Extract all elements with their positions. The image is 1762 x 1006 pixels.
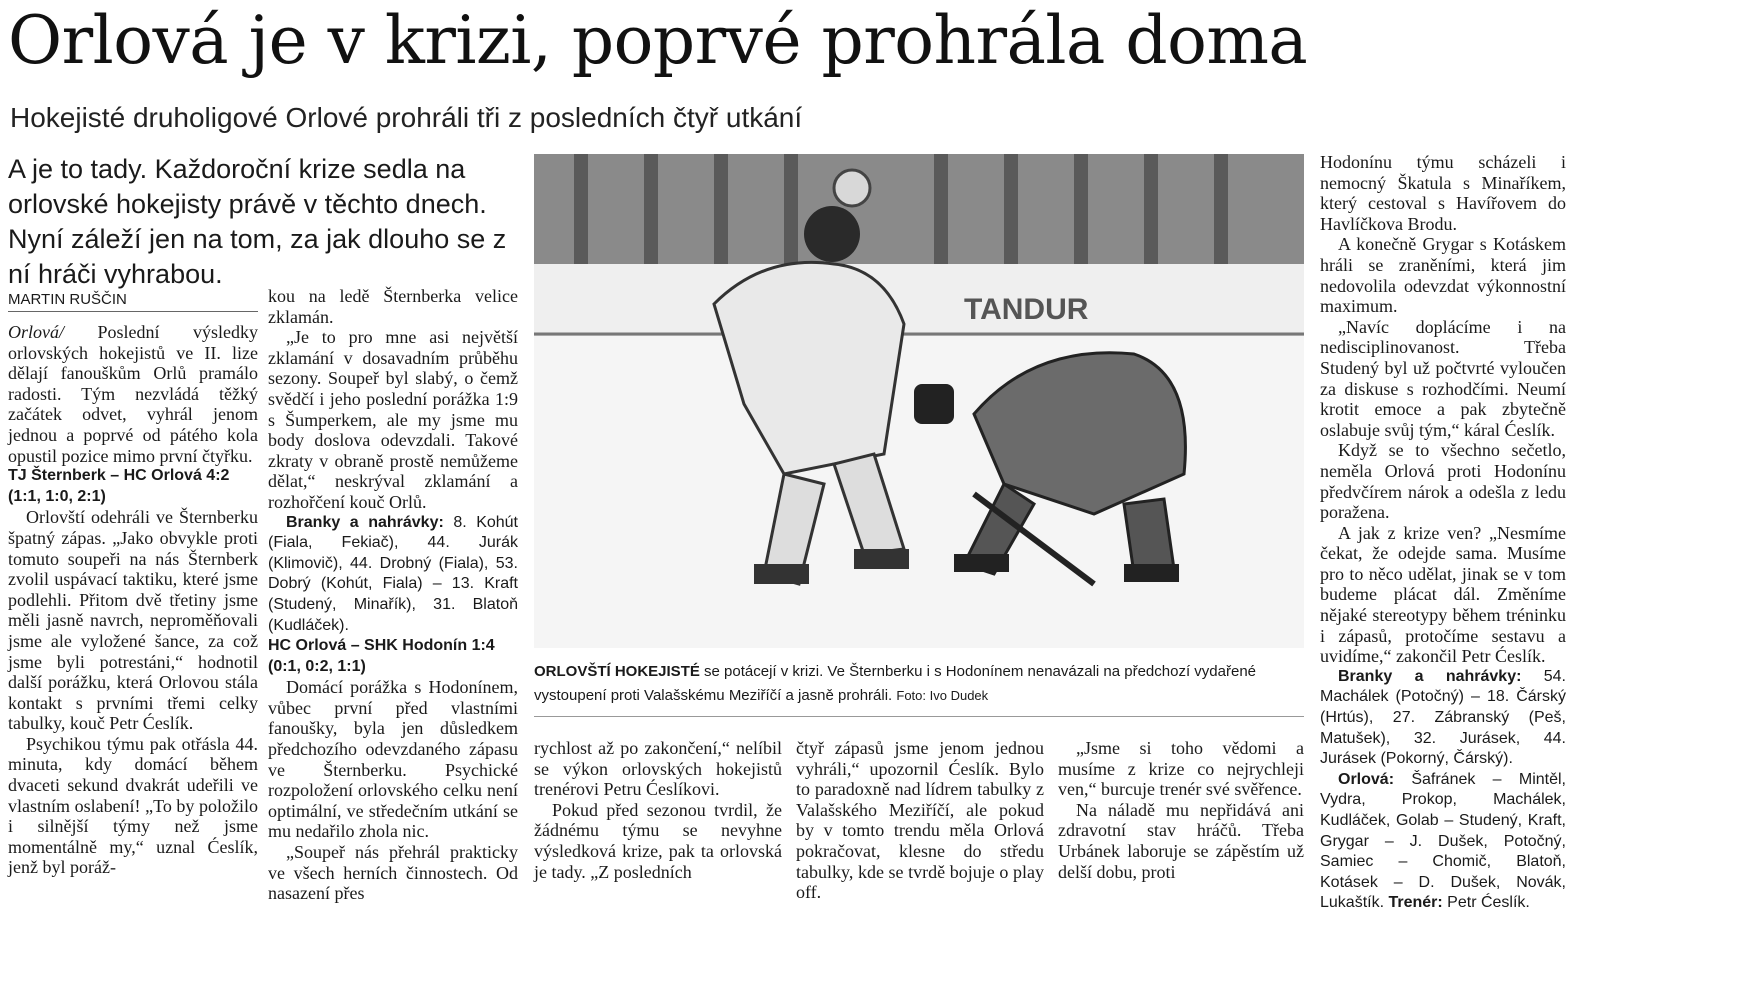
match-title: TJ Šternberk – HC Orlová 4:2: [8, 467, 230, 485]
subheadline: Hokejisté druholigové Orlové prohráli tři z posledních čtyř utkání: [10, 102, 803, 133]
lineup-box: [1320, 770, 1566, 914]
goals-box: [268, 513, 518, 637]
goals-label: Branky a nahrávky:: [1338, 667, 1522, 685]
paragraph: [8, 322, 258, 466]
divider: [534, 716, 1304, 717]
lineup-label: Orlová:: [1338, 770, 1395, 788]
column-5: [1058, 738, 1304, 882]
paragraph: čtyř zápasů jsme jenom jednou vyhráli,“ upozornil Ćeslík. Bylo to paradoxně nad lídrem tabulky z Valašského Meziříčí, ale pokud by v tomto trendu měla Orlová pokračovat, klesne do středu tabulky, kde se tvrdě bojuje o play off.: [796, 738, 1044, 903]
paragraph: Když se to všechno sečetlo, neměla Orlová proti Hodonínu předvčírem nárok a odešla z ledu poražena.: [1320, 440, 1566, 523]
paragraph: rychlost až po zakončení,“ nelíbil se výkon orlovských hokejistů trenérovi Petru Ćeslíkovi.: [534, 738, 782, 800]
paragraph: A konečně Grygar s Kotáskem hráli se zraněními, která jim nedovolila odevzdat výkonnostní maximum.: [1320, 234, 1566, 317]
goals-text: 8. Kohút (Fiala, Fekiač), 44. Jurák (Klimovič), 44. Drobný (Fiala), 53. Dobrý (Kohút, Fiala) – 13. Kraft (Studený, Minařík), 31. Blatoň (Kudláček).: [268, 513, 518, 634]
paragraph-text: Poslední výsledky orlovských hokejistů ve II. lize dělají fanouškům Orlů pramálo radosti. Tým nezvládá těžký začátek odvet, vyhrál jenom jednou a poprvé od pátého kola opustil pozice mimo první čtyřku.: [8, 322, 258, 466]
byline: MARTIN RUŠČIN: [8, 290, 258, 312]
paragraph: Hodonínu týmu scházeli i nemocný Škatula s Minaříkem, který cestoval s Havířovem do Havlíčkova Brodu.: [1320, 152, 1566, 234]
paragraph: Na náladě mu nepřidává ani zdravotní stav hráčů. Třeba Urbánek laboruje se zápěstím už delší dobu, proti: [1058, 799, 1304, 882]
paragraph: Pokud před sezonou tvrdil, že žádnému týmu se nevyhne výsledková krize, pak ta orlovská je tady. „Z posledních: [534, 799, 782, 882]
headline: Orlová je v krizi, poprvé prohrála doma: [8, 2, 1308, 79]
goals-box: [1320, 667, 1566, 770]
column-1: [8, 322, 258, 878]
caption-text: se potácejí v krizi. Ve Šternberku i s Hodonínem nenavázali na předchozí vydařené vystoupení proti Valašskému Meziříčí a jasně prohráli.: [534, 663, 1257, 704]
paragraph: A jak z krize ven? „Nesmíme čekat, že odejde sama. Musíme pro to něco udělat, jinak se v tom budeme plácat dál. Změníme nějaké stereotypy během tréninku i zápasů, protočíme sestavu a uvidíme,“ zakončil Petr Ćeslík.: [1320, 522, 1566, 667]
board-ad-text: TANDUR: [964, 293, 1089, 326]
paragraph: „Je to pro mne asi největší zklamání v dosavadním průběhu sezony. Soupeř byl slabý, o čemž svědčí i jeho poslední porážka 1:9 s Šumperkem, ale my jsme mu body doslova odevzdali. Takové zkraty v obraně prostě nemůžeme dělat,“ neskrýval zklamání a rozhořčení kouč Orlů.: [268, 327, 518, 512]
goals-text: 54. Machálek (Potočný) – 18. Čárský (Hrtús), 27. Zábranský (Peš, Matušek), 32. Jurásek, 44. Jurásek (Pokorný, Čárský).: [1320, 667, 1566, 768]
coach-label: Trenér:: [1388, 894, 1443, 912]
lineup-text: Šafránek – Mintěl, Vydra, Prokop, Machálek, Kudláček, Golab – Studený, Kraft, Grygar – J. Dušek, Potočný, Samiec – Chomič, Blatoň, Kotásek – D. Dušek, Novák, Lukaštík.: [1320, 770, 1566, 912]
match-title: HC Orlová – SHK Hodonín 1:4: [268, 637, 495, 655]
column-3: [534, 738, 782, 882]
hockey-photo: [534, 154, 1304, 648]
match-periods: (0:1, 0:2, 1:1): [268, 657, 366, 675]
match-periods: (1:1, 1:0, 2:1): [8, 487, 106, 505]
rink-boards: [534, 264, 1304, 334]
lede: A je to tady. Každoroční krize sedla na orlovské hokejisty právě v těchto dnech. Nyní záleží jen na tom, za jak dlouho se z ní hráči vyhrabou.: [8, 154, 507, 289]
sign-icon: [834, 170, 870, 206]
column-6: [1320, 152, 1566, 914]
paragraph: „Soupeř nás přehrál prakticky ve všech herních činnostech. Od nasazení přes: [268, 842, 518, 904]
goals-label: Branky a nahrávky:: [286, 513, 444, 531]
paragraph: „Jsme si toho vědomi a musíme z krize co nejrychleji ven,“ burcuje trenér své svěřence.: [1058, 738, 1304, 800]
photo-caption: [534, 660, 1304, 708]
photo-credit: Foto: Ivo Dudek: [896, 688, 989, 703]
column-2: [268, 286, 518, 904]
coach-text: Petr Ćeslík.: [1442, 894, 1530, 912]
paragraph: kou na ledě Šternberka velice zklamán.: [268, 286, 518, 327]
caption-lead: ORLOVŠTÍ HOKEJISTÉ: [534, 663, 700, 680]
paragraph: „Navíc doplácíme i na nedisciplinovanost. Třeba Studený byl už počtvrté vyloučen za diskuse s rozhodčími. Neumí krotit emoce a pak zbytečně oslabuje svůj tým,“ káral Ćeslík.: [1320, 316, 1566, 440]
hockey-players-illustration: [534, 154, 1304, 648]
paragraph: Domácí porážka s Hodonínem, vůbec první před vlastními fanoušky, byla jen důsledkem předchozího odevzdaného zápasu ve Šternberku. Psychické rozpoložení orlovského celku není optimální, ve středečním utkání se mu nedařilo zhola nic.: [268, 677, 518, 842]
ice-surface: [534, 336, 1304, 648]
column-4: [796, 738, 1044, 903]
paragraph: Orlovští odehráli ve Šternberku špatný zápas. „Jako obvykle proti tomuto soupeři na nás Šternberk zvolil uspávací taktiku, které jsme podlehli. Přitom dvě třetiny jsme měli jasně navrch, neproměňovali jsme ale vyložené šance, za což jsme byli potrestáni,“ hodnotil další porážku, která Orlovou stála kontakt s prvními třemi celky tabulky, kouč Petr Ćeslík.: [8, 507, 258, 734]
paragraph: Psychikou týmu pak otřásla 44. minuta, kdy domácí během dvaceti sekund dvakrát udeřili ve vlastním oslabení! „To by položilo i silnější týmy než jsme momentálně my,“ uznal Ćeslík, jenž byl poráž-: [8, 733, 258, 878]
dateline: Orlová/: [8, 322, 64, 342]
